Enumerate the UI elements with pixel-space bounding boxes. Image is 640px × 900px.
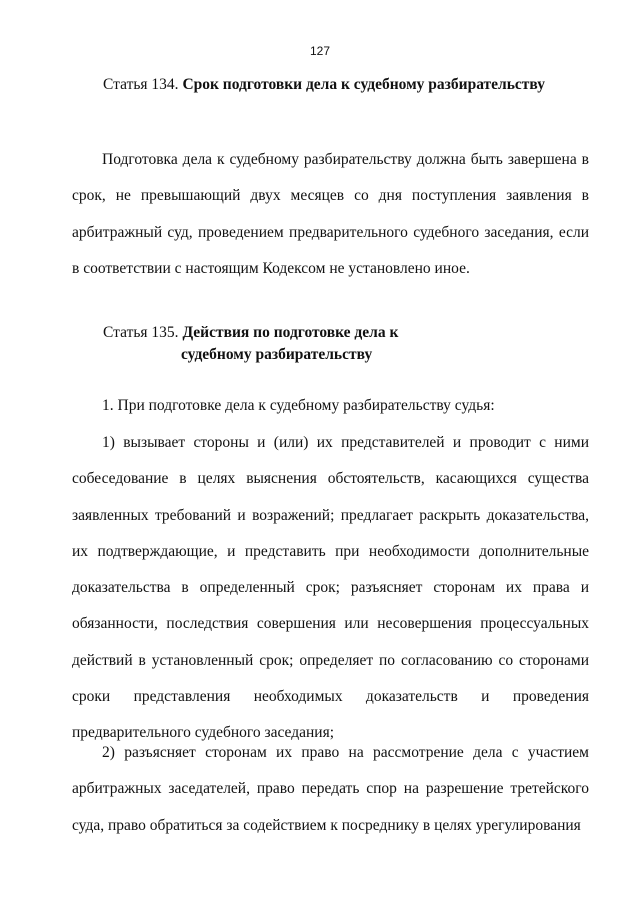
article-135-title-line2: судебному разбирательству: [181, 346, 373, 363]
article-135-heading: [103, 322, 398, 366]
article-135-prefix: Статья 135.: [103, 324, 183, 341]
article-134-prefix: Статья 134.: [103, 76, 183, 93]
article-135-subpoint-1: 1) вызывает стороны и (или) их представителей и проводит с ними собеседование в целях выяснения обстоятельств, касающихся существа заявленных требований и возражений; предлагает раскрыть доказательства, их подтверждающие, и представить при необходимости дополнительные доказательства в определенный срок; разъясняет сторонам их права и обязанности, последствия совершения или несовершения процессуальных действий в установленный срок; определяет по согласованию со сторонами сроки представления необходимых доказательств и проведения предварительного судебного заседания;: [72, 434, 589, 742]
article-134-text: Подготовка дела к судебному разбирательству должна быть завершена в срок, не превышающий двух месяцев со дня поступления заявления в арбитражный суд, проведением предварительного судебного заседания, если в соответствии с настоящим Кодексом не установлено иное.: [72, 151, 589, 277]
article-135-subpoint-2: 2) разъясняет сторонам их право на рассмотрение дела с участием арбитражных заседателей, право передать спор на разрешение третейского суда, право обратиться за содействием к посреднику в целях урегулирования: [72, 744, 589, 834]
article-135-point1-intro: 1. При подготовке дела к судебному разбирательству судья:: [102, 397, 495, 414]
article-134-heading: [103, 74, 545, 96]
page-number: 127: [309, 44, 331, 58]
article-135-title-line1: Действия по подготовке дела к: [182, 324, 399, 341]
article-134-title: Срок подготовки дела к судебному разбирательству: [182, 76, 546, 93]
